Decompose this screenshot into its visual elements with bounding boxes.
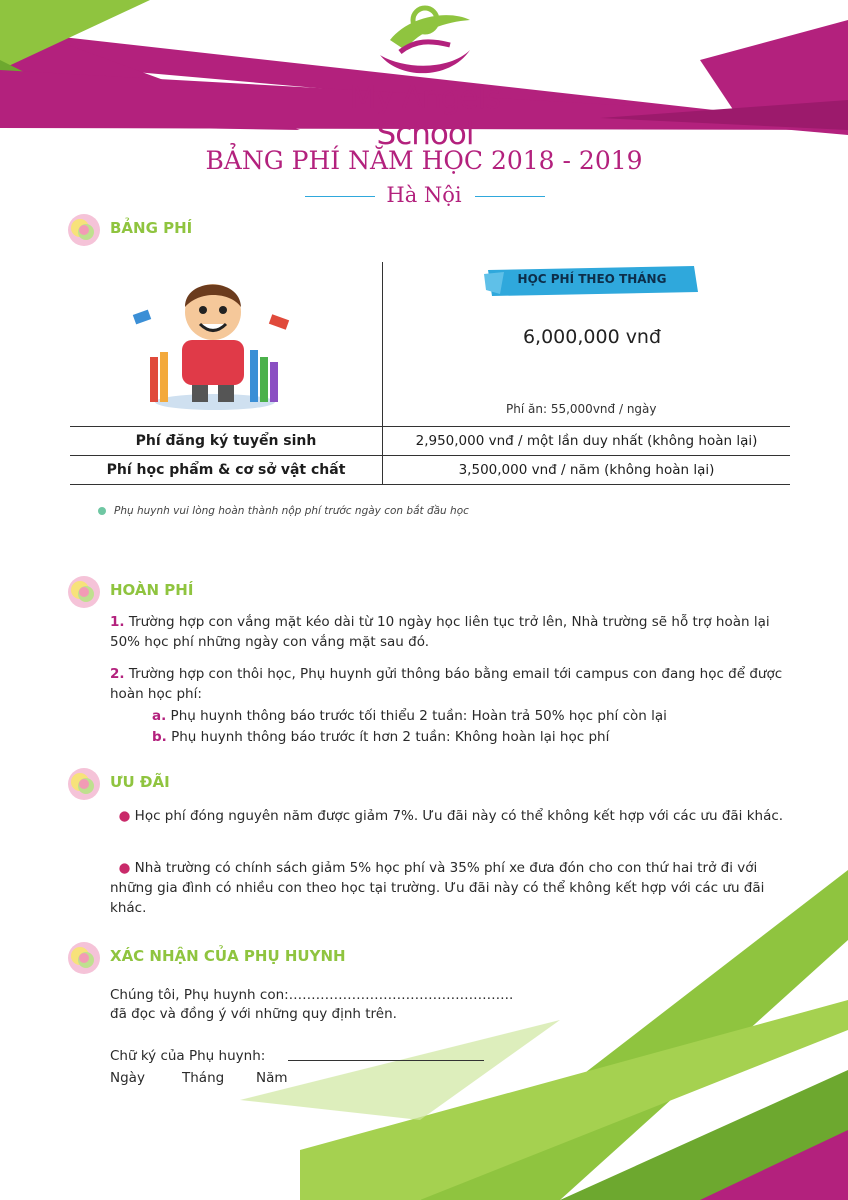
flower-icon xyxy=(66,574,102,610)
section-confirm-heading: XÁC NHẬN CỦA PHỤ HUYNH xyxy=(110,947,346,965)
confirm-agreement: đã đọc và đồng ý với những quy định trên. xyxy=(110,1006,397,1022)
refund-subitem-text: Phụ huynh thông báo trước tối thiểu 2 tuần: Hoàn trả 50% học phí còn lại xyxy=(170,708,667,724)
section-refund-heading: HOÀN PHÍ xyxy=(110,581,194,599)
date-year-label: Năm xyxy=(256,1070,288,1086)
page-title: BẢNG PHÍ NĂM HỌC 2018 - 2019 xyxy=(205,146,643,175)
fee-value: 2,950,000 vnđ / một lần duy nhất (không hoàn lại) xyxy=(415,433,758,449)
refund-subitem-a xyxy=(152,706,792,726)
offer-item-text: Nhà trường có chính sách giảm 5% học phí và 35% phí xe đưa đón cho con thứ hai trở đi với những gia đình có nhiều con theo học tại trường. Ưu đãi này có thể không kết hợp với các ưu đãi khác. xyxy=(110,860,765,916)
meal-fee-label: Phí ăn: xyxy=(506,402,547,416)
fee-table xyxy=(70,426,790,485)
flower-icon xyxy=(66,212,102,248)
refund-item-1 xyxy=(110,612,790,652)
refund-item-number: 2. xyxy=(110,666,125,682)
date-month-label: Tháng xyxy=(182,1070,225,1086)
monthly-fee-amount: 6,000,000 vnđ xyxy=(522,326,662,348)
refund-item-text: Trường hợp con thôi học, Phụ huynh gửi thông báo bằng email tới campus con đang học để được hoàn học phí: xyxy=(110,666,783,702)
refund-item-text: Trường hợp con vắng mặt kéo dài từ 10 ngày học liên tục trở lên, Nhà trường sẽ hỗ trợ hoàn lại 50% học phí những ngày con vắng mặt sau đó. xyxy=(110,614,770,650)
offer-item-2 xyxy=(110,858,792,918)
meal-fee-value: 55,000vnđ / ngày xyxy=(550,402,657,416)
bullet-icon: ● xyxy=(110,860,131,876)
table-row xyxy=(70,456,790,485)
refund-subitem-b xyxy=(152,727,792,747)
table-row xyxy=(70,427,790,456)
note-bullet-icon xyxy=(98,507,106,515)
monthly-fee-label: HỌC PHÍ THEO THÁNG xyxy=(517,272,667,286)
date-day-label: Ngày xyxy=(110,1070,145,1086)
refund-subitem-letter: a. xyxy=(152,708,167,724)
offer-item-1 xyxy=(110,806,792,826)
section-offers-heading: ƯU ĐÃI xyxy=(110,773,170,791)
meal-fee xyxy=(506,402,657,416)
signature-label: Chữ ký của Phụ huynh: xyxy=(110,1048,266,1064)
fee-note xyxy=(98,505,469,517)
offer-item-text: Học phí đóng nguyên năm được giảm 7%. Ưu đãi này có thể không kết hợp với các ưu đãi khác. xyxy=(134,808,784,824)
student-illustration xyxy=(130,262,300,412)
section-fees-heading: BẢNG PHÍ xyxy=(110,219,193,237)
signature-line xyxy=(288,1060,484,1061)
logo-text: My Angels School xyxy=(349,80,501,152)
fee-name: Phí đăng ký tuyển sinh xyxy=(70,427,383,455)
flower-icon xyxy=(66,766,102,802)
page-subtitle: Hà Nội xyxy=(386,183,462,207)
refund-subitem-letter: b. xyxy=(152,729,167,745)
refund-item-2 xyxy=(110,664,790,704)
angel-logo-icon xyxy=(370,0,480,85)
confirm-child-name: Chúng tôi, Phụ huynh con:………………………………………….. xyxy=(110,987,514,1003)
fee-name: Phí học phẩm & cơ sở vật chất xyxy=(70,456,383,484)
school-logo xyxy=(300,0,550,152)
refund-item-number: 1. xyxy=(110,614,125,630)
flower-icon xyxy=(66,940,102,976)
bullet-icon: ● xyxy=(110,808,131,824)
table-divider xyxy=(382,262,383,426)
refund-subitem-text: Phụ huynh thông báo trước ít hơn 2 tuần: Không hoàn lại học phí xyxy=(171,729,610,745)
fee-note-text: Phụ huynh vui lòng hoàn thành nộp phí trước ngày con bắt đầu học xyxy=(114,505,469,517)
fee-value: 3,500,000 vnđ / năm (không hoàn lại) xyxy=(458,462,715,478)
